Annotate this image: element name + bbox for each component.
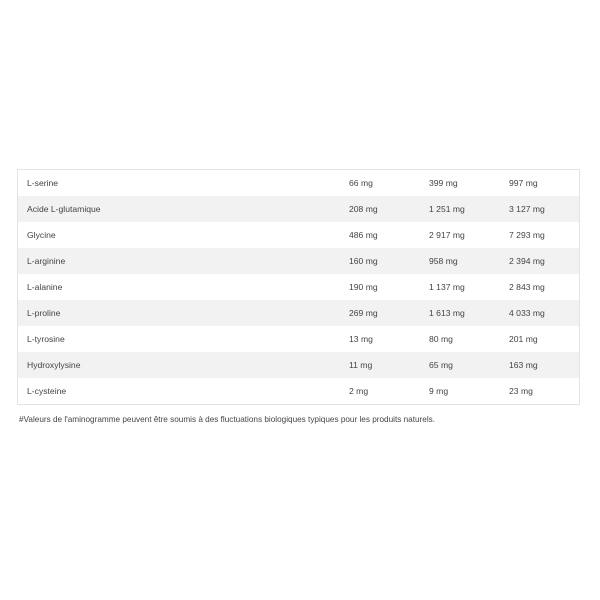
amino-acid-name: L-cysteine xyxy=(27,386,67,396)
amount-col-3: 3 127 mg xyxy=(509,204,545,214)
amount-col-3: 2 394 mg xyxy=(509,256,545,266)
amount-col-1: 160 mg xyxy=(349,256,378,266)
amino-acid-name: L-serine xyxy=(27,178,59,188)
amount-col-2: 2 917 mg xyxy=(429,230,465,240)
table-row xyxy=(18,300,579,326)
amino-acid-name: L-proline xyxy=(27,308,61,318)
amount-col-2: 1 613 mg xyxy=(429,308,465,318)
amino-acid-name: Hydroxylysine xyxy=(27,360,81,370)
amount-col-1: 190 mg xyxy=(349,282,378,292)
amount-col-2: 1 137 mg xyxy=(429,282,465,292)
amount-col-1: 2 mg xyxy=(349,386,369,396)
amount-col-2: 9 mg xyxy=(429,386,449,396)
amino-acid-name: Glycine xyxy=(27,230,56,240)
amount-col-3: 7 293 mg xyxy=(509,230,545,240)
amount-col-2: 958 mg xyxy=(429,256,458,266)
amount-col-1: 208 mg xyxy=(349,204,378,214)
table-row xyxy=(18,326,579,352)
amount-col-1: 66 mg xyxy=(349,178,373,188)
amount-col-1: 13 mg xyxy=(349,334,373,344)
amount-col-1: 486 mg xyxy=(349,230,378,240)
table-row xyxy=(18,274,579,300)
amount-col-1: 269 mg xyxy=(349,308,378,318)
table-row xyxy=(18,378,579,404)
amount-col-3: 2 843 mg xyxy=(509,282,545,292)
amount-col-1: 11 mg xyxy=(349,360,373,370)
footnote: #Valeurs de l'aminogramme peuvent être soumis à des fluctuations biologiques typiques pour les produits naturels. xyxy=(19,415,436,424)
amount-col-2: 1 251 mg xyxy=(429,204,465,214)
table-row xyxy=(18,196,579,222)
table-row xyxy=(18,170,579,196)
table-row xyxy=(18,248,579,274)
amino-acid-table xyxy=(17,169,580,405)
amount-col-2: 399 mg xyxy=(429,178,458,188)
amount-col-2: 80 mg xyxy=(429,334,453,344)
amino-acid-name: L-alanine xyxy=(27,282,63,292)
amount-col-2: 65 mg xyxy=(429,360,453,370)
amount-col-3: 201 mg xyxy=(509,334,538,344)
amount-col-3: 4 033 mg xyxy=(509,308,545,318)
table-row xyxy=(18,222,579,248)
amino-acid-name: L-tyrosine xyxy=(27,334,65,344)
amino-acid-name: Acide L-glutamique xyxy=(27,204,101,214)
amount-col-3: 163 mg xyxy=(509,360,538,370)
amino-acid-table-grid xyxy=(18,170,579,404)
amount-col-3: 23 mg xyxy=(509,386,533,396)
amount-col-3: 997 mg xyxy=(509,178,538,188)
amino-acid-name: L-arginine xyxy=(27,256,66,266)
table-row xyxy=(18,352,579,378)
